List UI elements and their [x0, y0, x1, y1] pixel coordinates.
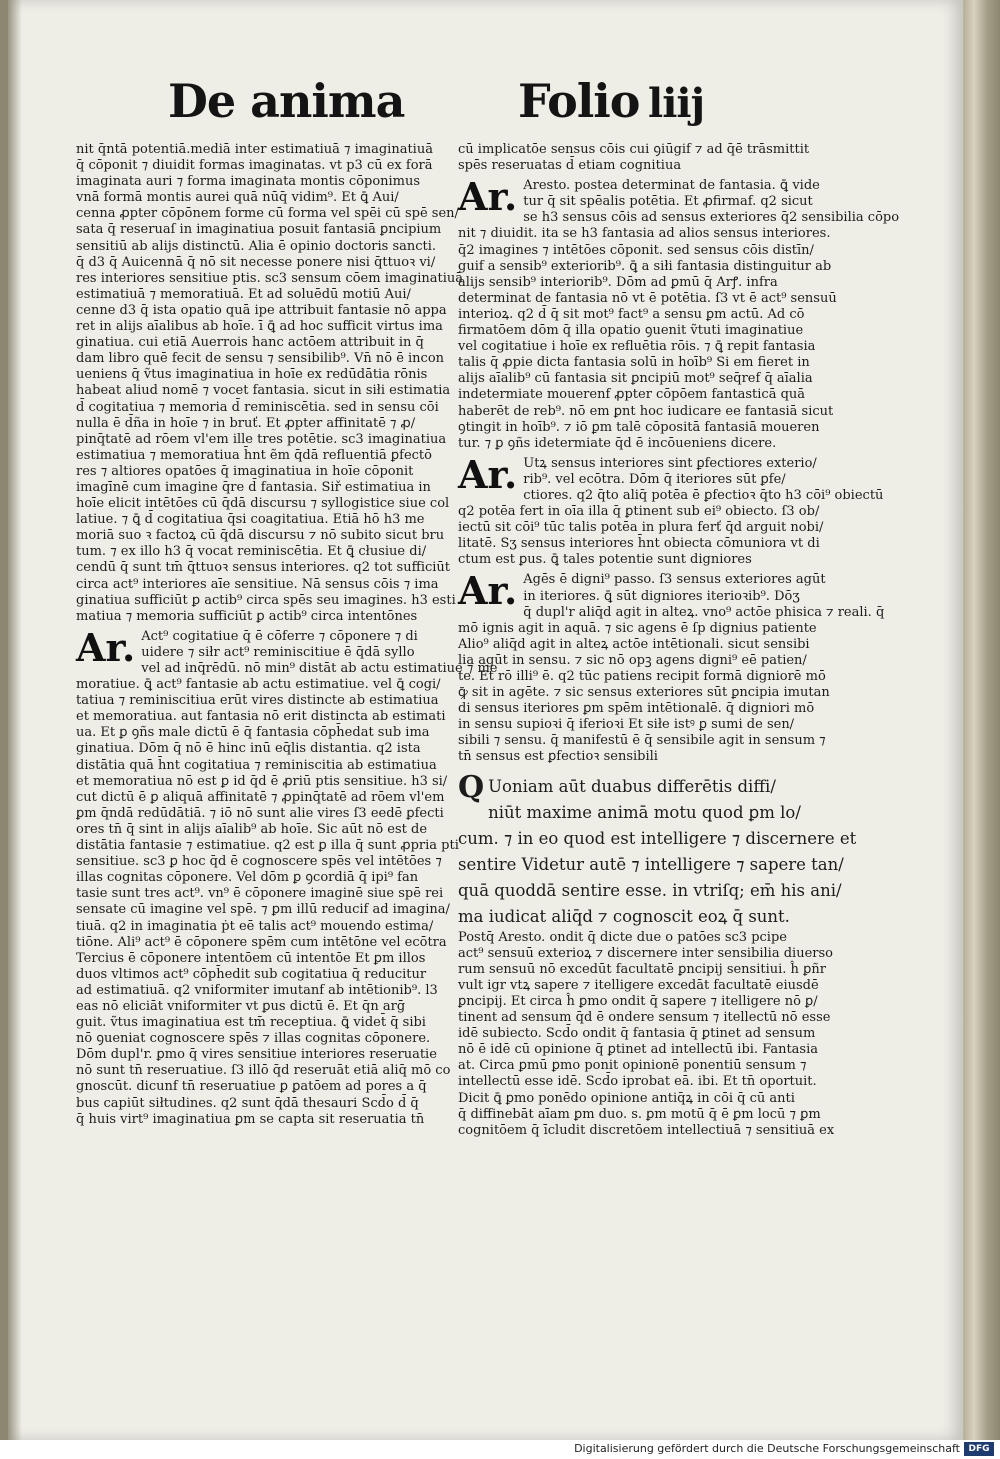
text-line: cut dictū ē ꝑ aliquā affinitatē ⁊ ꝓpinq̄tatē ad rōem vl'em	[76, 789, 445, 805]
text-line: illas cognitas cōponere. Vel dōm ꝑ ꝯcordiā q̄ ipi⁹ fan	[76, 870, 419, 886]
text-line: nit ⁊ diuidit. ita se h3 fantasia ad alios sensus interiores.	[458, 226, 831, 242]
text-line: sibili ⁊ sensu. q̄ manifestū ē q̄ sensibile agit in sensum ⁊	[458, 733, 826, 749]
text-line: in iteriores. ꝗ̄ sūt digniores iterioꝛib⁹. Dōʒ	[523, 588, 800, 604]
text-line: sensitiue. sc3 ꝑ hoc q̄d ē cognoscere spēs vel intētōes ⁊	[76, 854, 442, 870]
aristotle-text	[458, 769, 857, 930]
text-line: ꝑm q̄ndā redūdātiā. ⁊ iō nō sunt alie vires ſ3 eedē ꝑfecti	[76, 805, 444, 821]
folio-number: liij	[648, 80, 705, 127]
text-line: nō ꝯueniat cognoscere spēs ⁊ illas cognitas cōponere.	[76, 1031, 431, 1047]
text-line: lia agūt in sensu. ⁊ sic nō opꝫ agens digni⁹ eē patien/	[458, 652, 807, 668]
text-line: nō sunt tn̄ reseruatiue. ſ3 illō q̄d reseruāt etiā aliq̄ mō co	[76, 1063, 451, 1079]
text-line: firmatōem dōm q̄ illa opatio ꝯuenit ṽtuti imaginatiue	[458, 323, 804, 339]
text-line: distātia fantasie ⁊ estimatiue. q2 est ꝑ illa q̄ sunt ꝓpria pti	[76, 838, 459, 854]
text-line: alijs aīalib⁹ cū fantasia sit ꝑncipiū mot⁹ seq̄ref q̄ aīalia	[458, 371, 813, 387]
text-line: rib⁹. vel ecōtra. Dōm q̄ iteriores sūt ꝑfe/	[523, 471, 786, 487]
text-line: Aresto. postea determinat de fantasia. ꝗ̄ vide	[523, 178, 820, 194]
text-line: tur q̄ sit spēalis potētia. Et ꝓfirmaf. q2 sicut	[523, 194, 813, 210]
text-line: ret in alijs aīalibus ab hoīe. ī ꝗ̄ ad hoc sufficit virtus ima	[76, 319, 443, 335]
text-line: talis q̄ ꝓpie dicta fantasia solū in hoīb⁹ Si em fieret in	[458, 355, 810, 371]
text-line: nulla ē d̄ña in hoīe ⁊ in bruť. Et ꝓpter affinitatē ⁊ ꝓ/	[76, 415, 416, 431]
text-line: et memoratiua nō est ꝑ id q̄d ē ꝓriū ptis sensitiue. h3 si/	[76, 773, 448, 789]
text-line: ma iudicat aliq̄d ⁊ cognoscit eoꝝ q̄ sunt.	[458, 906, 790, 926]
text-line: ginatiua. cui etiā Auerrois hanc actōem attribuit in q̄	[76, 335, 424, 351]
text-line: q̄ cōponit ⁊ diuidit formas imaginatas. vt p3 cū ex forā	[76, 158, 433, 174]
text-line: vel ad inq̄rēdū. nō min⁹ distāt ab actu estimatiue ⁊ me	[141, 661, 498, 676]
text-line: ꝯtingit in hoīb⁹. ⁊ iō ꝑm talē cōpositā fantasiā moueren	[458, 419, 820, 435]
text-line: interioꝝ. q2 d̄ q̄ sit mot⁹ fact⁹ a sensu ꝑm actū. Ad cō	[458, 306, 805, 322]
text-line: cognitōem q̄ īcludit discretōem intellectiuā ⁊ sensitiuā ex	[458, 1122, 835, 1138]
initial-letter: Q	[458, 769, 485, 805]
text-line: Postq̄ Aresto. ondit q̄ dicte due o patōes sc3 pcipe	[458, 929, 787, 945]
text-line: et memoratiua. aut fantasia nō erit distincta ab estimati	[76, 709, 446, 725]
text-line: hoīe elicit intētōes cū q̄dā discursu ⁊ syllogistice siue col	[76, 496, 450, 512]
question-paragraph	[458, 451, 884, 569]
question-paragraph	[458, 568, 885, 765]
dfg-logo: DFG	[964, 1442, 994, 1456]
text-line: ctiores. q2 q̄to aliq̄ potēa ē ꝑfectioꝛ q̄to h3 cōi⁹ obiectū	[523, 487, 884, 503]
text-line: q̄ huis virt⁹ imaginatiua ꝑm se capta sit reseruatia tn̄	[76, 1111, 425, 1127]
text-line: Alio⁹ aliq̄d agit in alteꝝ actōe intētionali. sicut sensibi	[458, 636, 810, 652]
text-line: iectū sit cōi⁹ tūc talis potēa in plura ferť q̄d arguit nobi/	[458, 520, 824, 536]
left-column	[76, 142, 498, 1128]
text-line: tur. ⁊ ꝑ ꝯñs idetermiate q̄d ē incōueniens dicere.	[458, 435, 777, 451]
text-line: d̄ cogitatiua ⁊ memoria d̄ reminiscētia. sed in sensu cōi	[76, 399, 439, 415]
text-line: ueniens q̄ ṽtus imaginatiua in hoīe ex redūdātia rōnis	[76, 367, 428, 383]
text-line: in sensu supioꝛi q̄ iferioꝛi Et siłe istꝰ ꝑ sumi de sen/	[458, 717, 795, 733]
text-line: ores tn̄ q̄ sint in alijs aīalib⁹ ab hoīe. Sic aūt nō est de	[76, 821, 428, 837]
text-line: dam libro quē fecit de sensu ⁊ sensibilib⁹. Vn̄ nō ē incon	[76, 351, 445, 367]
question-paragraph	[458, 174, 900, 452]
text-line: pinq̄tatē ad rōem vl'em ille tres potētie. sc3 imaginatiua	[76, 431, 447, 447]
text-line: imagīnē cum imagine q̄re d̄ fantasia. Siř estimatiua in	[76, 479, 431, 495]
text-line: cum. ⁊ in eo quod est intelligere ⁊ discernere et	[458, 828, 857, 848]
text-line: se h3 sensus cōis ad sensus exteriores q̄2 sensibilia cōpo	[523, 210, 900, 226]
text-line: at. Circa ꝑmū ꝑmo ponit opinionē ponentiū sensum ⁊	[458, 1058, 807, 1074]
commentary-paragraph	[458, 929, 835, 1139]
text-line: imaginata auri ⁊ forma imaginata montis cōponimus	[76, 174, 421, 190]
text-line: quā quoddā sentire esse. in vtriſq; em̄ his ani/	[458, 880, 842, 900]
text-line: Utꝝ sensus interiores sint ꝑfectiores exterio/	[523, 455, 817, 471]
right-column	[458, 142, 900, 1139]
text-line: guit. ṽtus imaginatiua est tm̄ receptiua. ꝗ̄ videt̄ q̄ sibi	[76, 1015, 426, 1031]
text-line: moriā suo ꝛ factoꝝ cū q̄dā discursu ⁊ nō subito sicut bru	[76, 528, 445, 544]
text-line: bus capiūt siłtudines. q2 sunt q̄dā thesauri Scd̄o d̄ q̄	[76, 1095, 419, 1111]
text-line: tn̄ sensus est ꝑfectioꝛ sensibili	[458, 749, 658, 765]
initial-letter: Ar.	[458, 174, 518, 220]
book-page	[8, 0, 963, 1440]
text-line: cenna ꝓpter cōpōnem forme cū forma vel spēi cū spē sen/	[76, 206, 459, 222]
text-line: sata q̄ reseruaſ in imaginatiua posuit fantasiā ꝑncipium	[76, 222, 442, 238]
text-line: q̄ dupl'r aliq̄d agit in alteꝝ. vno⁹ actōe phisica ⁊ reali. q̄	[523, 604, 885, 620]
text-line: vult igr vtꝝ sapere ⁊ itelligere excedāt facultatē eiusdē	[458, 977, 819, 993]
question-paragraph	[76, 624, 498, 1128]
text-line: matiua ⁊ memoria sufficiūt ꝑ actib⁹ circa intentōnes	[76, 608, 418, 624]
text-line: act⁹ sensuū exterioꝝ ⁊ discernere inter sensibilia diuerso	[458, 945, 833, 961]
text-line: spēs reseruatas d̄ etiam cognitiua	[458, 158, 682, 174]
text-line: tatiua ⁊ reminiscitiua erūt vires distincte ab estimatiua	[76, 693, 439, 709]
text-line: res ⁊ altiores opatōes q̄ imaginatiua in hoīe cōponit	[76, 463, 414, 479]
running-head-left: De anima	[168, 74, 405, 128]
text-line: te. Et rō illi⁹ ē. q2 tūc patiens recipit formā digniorē mō	[458, 669, 826, 684]
text-line: estimatiuā ⁊ memoratiuā. Et ad soluēdū motiū Aui/	[76, 286, 411, 302]
text-line: niūt maxime animā motu quod ꝑm lo/	[488, 802, 801, 822]
text-line: rum sensuū nō excedūt facultatē ꝑncipij sensitiui. ĥ ꝑñr	[458, 961, 826, 977]
text-line: guif a sensib⁹ exteriorib⁹. ꝗ̄ a siłi fantasia distinguitur ab	[458, 258, 832, 274]
text-line: indetermiate mouerenf ꝓpter cōpōem fantasticā quā	[458, 387, 806, 403]
text-line: estimatiua ⁊ memoratiua h̄nt ẽm q̄dā refluentiā ꝑfectō	[76, 447, 432, 463]
text-line: q̄2 imagines ⁊ intētōes cōponit. sed sensus cōis distīn/	[458, 242, 814, 258]
commentary-paragraph	[76, 142, 464, 625]
text-line: Tercius ē cōponere intentōem cū intentōe Et ꝑm illos	[76, 950, 426, 966]
text-line: ua. Et ꝑ ꝯñs male dictū ē q̄ fantasia cōph̄edat sub ima	[76, 725, 430, 741]
commentary-paragraph	[458, 142, 830, 174]
text-line: eas nō eliciāt vniformiter vt ꝑus dictū ē. Et q̄n arḡ	[76, 998, 406, 1014]
text-line: moratiue. ꝗ̄ act⁹ fantasie ab actu estimatiue. vel ꝗ̄ cogi/	[76, 677, 441, 693]
text-line: duos vltimos act⁹ cōph̄edit sub cogitatiua q̄ reducitur	[76, 966, 427, 982]
funding-note: Digitalisierung gefördert durch die Deutsche Forschungsgemeinschaft	[574, 1442, 960, 1455]
text-line: circa act⁹ interiores aīe sensitiue. Nā sensus cōis ⁊ ima	[76, 576, 439, 592]
text-line: cenne d3 q̄ ista opatio quā ipe attribuit fantasie nō appa	[76, 302, 447, 318]
text-line: di sensus iteriores ꝑm spēm intētionalē. q̄ digniori mō	[458, 701, 815, 717]
text-line: Dōm dupl'r. ꝑmo q̄ vires sensitiue interiores reseruatie	[76, 1047, 437, 1063]
running-head-right: Folio	[518, 74, 640, 128]
text-line: sensate cū imagine vel spē. ⁊ ꝑm illū reducif ad imagina/	[76, 902, 450, 918]
text-line: distātia quā h̄nt cogitatiua ⁊ reminiscitia ab estimatiua	[76, 757, 437, 773]
text-line: cū implicatōe sensus cōis cui ꝯiūgif ⁊ ad q̄ē trāsmittit	[458, 142, 810, 157]
text-line: ad estimatiuā. q2 vniformiter imutanf ab intētionib⁹. l3	[76, 982, 438, 998]
text-line: alijs sensib⁹ interiorib⁹. Dōm ad ꝑmū q̄ Arꝭ. infra	[458, 274, 778, 290]
text-line: q̄ diffinebāt aīam ꝑm duo. s. ꝑm motū q̄ ē ꝑm locū ⁊ ꝑm	[458, 1106, 821, 1122]
initial-letter: Ar.	[458, 568, 518, 614]
text-line: vel cogitatiue i hoīe ex refluētia rōis. ⁊ ꝗ̄ repit fantasia	[458, 339, 816, 355]
text-line: mō ignis agit in aquā. ⁊ sic agens ē ſp dignius patiente	[458, 620, 817, 636]
text-line: tum. ⁊ ex illo h3 q̄ vocat reminiscētia. Et ꝗ̄ cłusiue di/	[76, 544, 427, 560]
text-line: vnā formā montis aurei quā nūq̄ vidim⁹. Et ꝗ̄ Aui/	[76, 190, 399, 206]
text-line: Dicit ꝗ̄ ꝑmo ponēdo opinione antiq̄ꝝ in cōi q̄ cū anti	[458, 1090, 795, 1106]
text-line: litatē. Sʒ sensus interiores h̄nt obiecta cōmuniora vt di	[458, 536, 820, 552]
text-line: uidere ⁊ siłr act⁹ reminiscitiue ē q̄dā syllo	[141, 644, 415, 660]
initial-letter: Ar.	[458, 451, 518, 497]
text-line: Agēs ē digni⁹ passo. ſ3 sensus exteriores agūt	[523, 572, 826, 588]
page-gutter-shadow	[8, 0, 22, 1440]
text-line: latiue. ⁊ ꝗ̄ d̄ cogitatiua q̄si coagitatiua. Etiā hō h3 me	[76, 512, 425, 528]
footer-bar	[0, 1440, 1000, 1459]
text-line: cendū q̄ sunt tm̄ q̄ttuoꝛ sensus interiores. q2 tot sufficiūt	[76, 560, 451, 576]
text-line: Act⁹ cogitatiue q̄ ē cōferre ⁊ cōponere ⁊ di	[141, 628, 418, 644]
text-line: sentire Videtur autē ⁊ intelligere ⁊ sapere tan/	[458, 854, 844, 874]
text-line: ꝑncipij. Et circa ĥ ꝑmo ondit q̄ sapere ⁊ itelligere nō ꝑ/	[458, 993, 818, 1009]
text-line: idē subiecto. Scd̄o ondit q̄ fantasia q̄ ꝑtinet ad sensum	[458, 1026, 816, 1042]
initial-letter: Ar.	[76, 624, 136, 670]
text-line: q2 potēa fert in oīa illa q̄ ꝑtinent sub ei⁹ obiecto. ſ3 ob/	[458, 504, 820, 520]
text-line: haberēt de reb⁹. nō em ꝑnt hoc iudicare ee fantasiā sicut	[458, 403, 834, 419]
text-line: q̄ d3 q̄ Auicennā q̄ nō sit necesse ponere nisi q̄ttuoꝛ vi/	[76, 254, 436, 270]
text-line: tiōne. Ali⁹ act⁹ ē cōponere spēm cum intētōne vel ecōtra	[76, 934, 447, 950]
text-line: tasie sunt tres act⁹. vn⁹ ē cōponere imaginē siue spē rei	[76, 886, 444, 902]
text-line: gnoscūt. dicunf tn̄ reseruatiue ꝑ ꝑatōem ad pores a q̄	[76, 1079, 427, 1095]
text-line: ꝙ̄ sit in agēte. ⁊ sic sensus exteriores sūt ꝑncipia imutan	[458, 685, 830, 701]
text-line: determinat de fantasia nō vt ē potētia. ſ3 vt ē act⁹ sensuū	[458, 290, 837, 306]
text-line: ginatiua. Dōm q̄ nō ē hinc inū eq̄lis distantia. q2 ista	[76, 741, 421, 757]
text-line: ctum est ꝑus. ꝗ̄ tales potentie sunt digniores	[458, 552, 752, 568]
text-line: tiuā. q2 in imaginatia ṗt eē talis act⁹ mouendo estima/	[76, 918, 434, 934]
text-line: intellectū esse idē. Scd̄o iprobat eā. ibi. Et tn̄ oportuit.	[458, 1074, 817, 1090]
text-line: tinent ad sensum q̄d ē ondere sensum ⁊ itellectū nō esse	[458, 1010, 831, 1026]
text-line: ginatiua sufficiūt ꝑ actib⁹ circa spēs seu imagines. h3 esti	[76, 592, 456, 608]
text-line: sensitiū ab alijs distinctū. Alia ē opinio doctoris sancti.	[76, 238, 437, 254]
text-line: Uoniam aūt duabus differētis diffi/	[488, 776, 776, 796]
text-line: habeat aliud nomē ⁊ vocet fantasia. sicut in siłi estimatia	[76, 383, 451, 399]
text-line: nit q̄ntā potentiā.mediā inter estimatiuā ⁊ imaginatiuā	[76, 142, 433, 157]
text-line: nō ē idē cū opinione q̄ ꝑtinet ad intellectū ibi. Fantasia	[458, 1042, 819, 1058]
text-line: res interiores sensitiue ptis. sc3 sensum cōem imaginatiuā	[76, 270, 464, 286]
